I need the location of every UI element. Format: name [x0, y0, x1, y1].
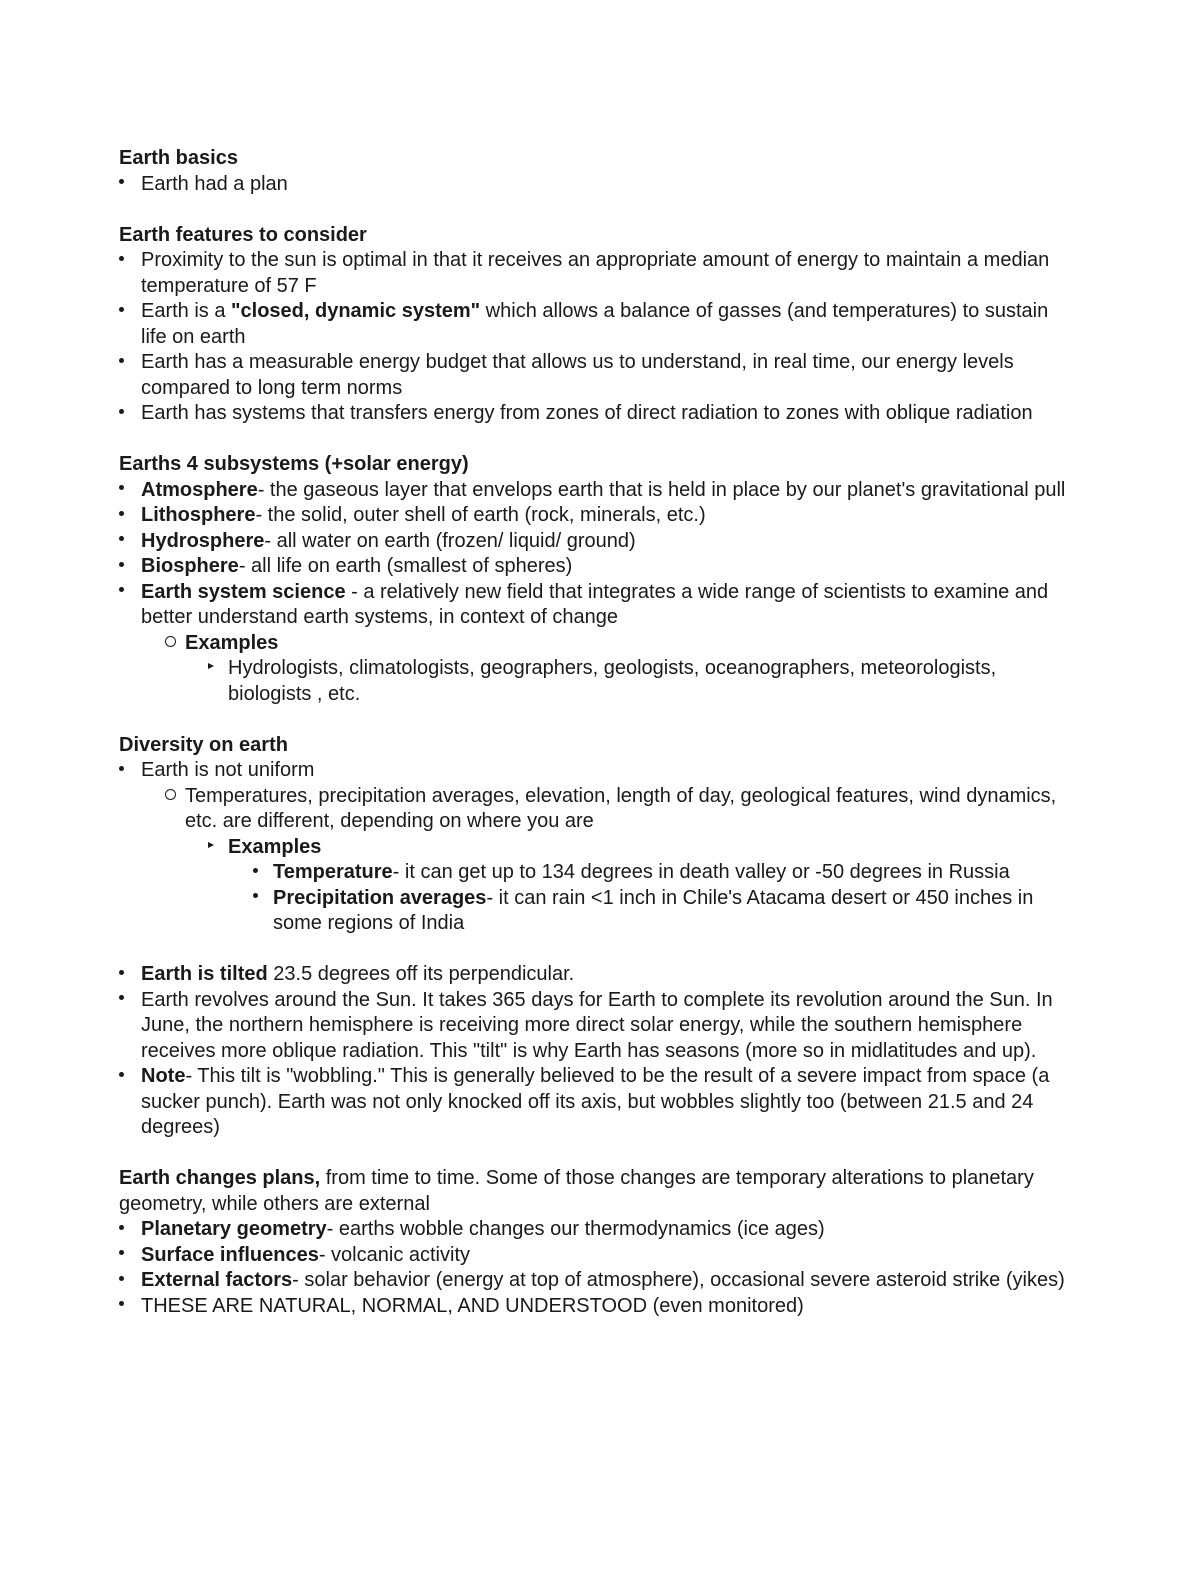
- list-item: [119, 988, 1079, 1065]
- item-text: THESE ARE NATURAL, NORMAL, AND UNDERSTOOD (even monitored): [141, 1294, 804, 1317]
- bullet-icon: [253, 860, 258, 886]
- item-text: Temperatures, precipitation averages, elevation, length of day, geological features, wind dynamics, etc. are different, depending on where you are: [185, 784, 1057, 832]
- bullet-icon: [119, 172, 124, 198]
- list-item: [119, 580, 1079, 631]
- arrow-bullet-icon: [208, 656, 214, 682]
- list-item: [119, 350, 1079, 401]
- item-text: - volcanic activity: [318, 1243, 470, 1266]
- item-text-bold: "closed, dynamic system": [231, 300, 481, 322]
- list-item: [119, 784, 1079, 835]
- item-text: 23.5 degrees off its perpendicular.: [267, 963, 575, 985]
- term-earth-changes: Earth changes plans,: [119, 1167, 321, 1189]
- term-hydrosphere: Hydrosphere: [141, 529, 265, 552]
- item-text: Earth has a measurable energy budget that allows us to understand, in real time, our energy levels compared to long term norms: [141, 351, 1014, 399]
- bullet-icon: [119, 503, 124, 529]
- list-item: [119, 478, 1079, 504]
- paragraph-text: from time to time. Some of those changes are temporary alterations to planetary geometry, while others are external: [119, 1167, 1034, 1215]
- list-item: [119, 1064, 1079, 1141]
- item-text: Earth is not uniform: [141, 759, 315, 781]
- list-item: [119, 656, 1079, 707]
- bullet-icon: [119, 988, 124, 1014]
- bullet-icon: [119, 1217, 124, 1243]
- bullet-icon: [119, 1243, 124, 1269]
- term-external-factors: External factors: [141, 1269, 293, 1291]
- bullet-icon: [119, 299, 124, 325]
- term-lithosphere: Lithosphere: [141, 504, 256, 526]
- list-item: [119, 962, 1079, 988]
- term-earth-tilted: Earth is tilted: [141, 963, 268, 985]
- list-item: [119, 172, 1079, 198]
- bullet-icon: [253, 886, 258, 912]
- item-text: - the solid, outer shell of earth (rock, minerals, etc.): [255, 504, 706, 526]
- list-item: [119, 299, 1079, 350]
- item-text: - solar behavior (energy at top of atmosphere), occasional severe asteroid strike (yikes): [292, 1269, 1065, 1291]
- bullet-icon: [119, 529, 124, 555]
- list-item: [119, 758, 1079, 784]
- list-item: [119, 401, 1079, 427]
- item-text: - it can rain <1 inch in Chile's Atacama desert or 450 inches in some regions of India: [273, 886, 1034, 934]
- list-item: [119, 631, 1079, 657]
- section-heading-earth-basics: Earth basics: [119, 147, 238, 169]
- term-atmosphere: Atmosphere: [141, 478, 258, 501]
- item-text: - the gaseous layer that envelops earth that is held in place by our planet's gravitational pull: [257, 478, 1066, 501]
- notes-content: [119, 146, 1079, 1319]
- bullet-icon: [119, 1064, 124, 1090]
- term-note: Note: [141, 1065, 186, 1087]
- list-item: [119, 529, 1079, 555]
- list-item: [119, 554, 1079, 580]
- list-item: [119, 503, 1079, 529]
- item-text: - earths wobble changes our thermodynamics (ice ages): [326, 1218, 825, 1240]
- item-text: Proximity to the sun is optimal in that it receives an appropriate amount of energy to maintain a median temperature of 57 F: [141, 249, 1050, 297]
- item-text: Earth had a plan: [141, 172, 288, 195]
- examples-label: Examples: [185, 631, 279, 654]
- bullet-icon: [119, 1294, 124, 1320]
- list-item: [119, 1294, 1079, 1320]
- list-item: [119, 886, 1079, 937]
- term-surface-influences: Surface influences: [141, 1243, 319, 1266]
- item-text: - a relatively new field that integrates a wide range of scientists to examine and better understand earth systems, in context of change: [141, 580, 1049, 628]
- term-planetary-geometry: Planetary geometry: [141, 1218, 327, 1240]
- item-text: Earth revolves around the Sun. It takes 365 days for Earth to complete its revolution around the Sun. In June, the northern hemisphere is receiving more direct solar energy, while the southern hemisphere receives more oblique radiation. This "tilt" is why Earth has seasons (more so in midlatitudes and up).: [141, 988, 1053, 1062]
- bullet-icon: [119, 478, 124, 504]
- item-text: - This tilt is "wobbling." This is generally believed to be the result of a severe impact from space (a sucker punch). Earth was not only knocked off its axis, but wobbles slightly too (between 21.5 and 24 degrees): [141, 1065, 1050, 1138]
- bullet-icon: [119, 758, 124, 784]
- bullet-icon: [119, 401, 124, 427]
- term-precipitation: Precipitation averages: [273, 886, 487, 909]
- bullet-icon: [119, 554, 124, 580]
- list-item: [119, 1268, 1079, 1294]
- list-item: [119, 1243, 1079, 1269]
- item-text: Hydrologists, climatologists, geographers, geologists, oceanographers, meteorologists, biologists , etc.: [228, 657, 997, 705]
- bullet-icon: [119, 350, 124, 376]
- item-text: - it can get up to 134 degrees in death valley or -50 degrees in Russia: [392, 861, 1010, 883]
- list-item: [119, 1217, 1079, 1243]
- section-heading-subsystems: Earths 4 subsystems (+solar energy): [119, 453, 469, 475]
- list-item: [119, 860, 1079, 886]
- circle-bullet-icon: [165, 631, 176, 657]
- item-text: Earth has systems that transfers energy from zones of direct radiation to zones with oblique radiation: [141, 402, 1033, 424]
- term-earth-system-science: Earth system science: [141, 580, 346, 603]
- item-text: - all life on earth (smallest of spheres): [238, 555, 573, 577]
- list-item: [119, 835, 1079, 861]
- bullet-icon: [119, 962, 124, 988]
- term-temperature: Temperature: [273, 861, 393, 883]
- circle-bullet-icon: [165, 784, 176, 810]
- bullet-icon: [119, 1268, 124, 1294]
- examples-label: Examples: [228, 835, 322, 858]
- bullet-icon: [119, 248, 124, 274]
- item-text: - all water on earth (frozen/ liquid/ ground): [264, 529, 636, 552]
- section-heading-earth-features: Earth features to consider: [119, 223, 367, 246]
- bullet-icon: [119, 580, 124, 606]
- item-text-pre: Earth is a: [141, 300, 232, 322]
- term-biosphere: Biosphere: [141, 555, 239, 577]
- item-text-post: which allows a balance of gasses (and temperatures) to sustain life on earth: [141, 300, 1049, 348]
- paragraph-earth-changes: [119, 1166, 1079, 1217]
- list-item: [119, 248, 1079, 299]
- arrow-bullet-icon: [208, 835, 214, 861]
- section-heading-diversity: Diversity on earth: [119, 733, 288, 756]
